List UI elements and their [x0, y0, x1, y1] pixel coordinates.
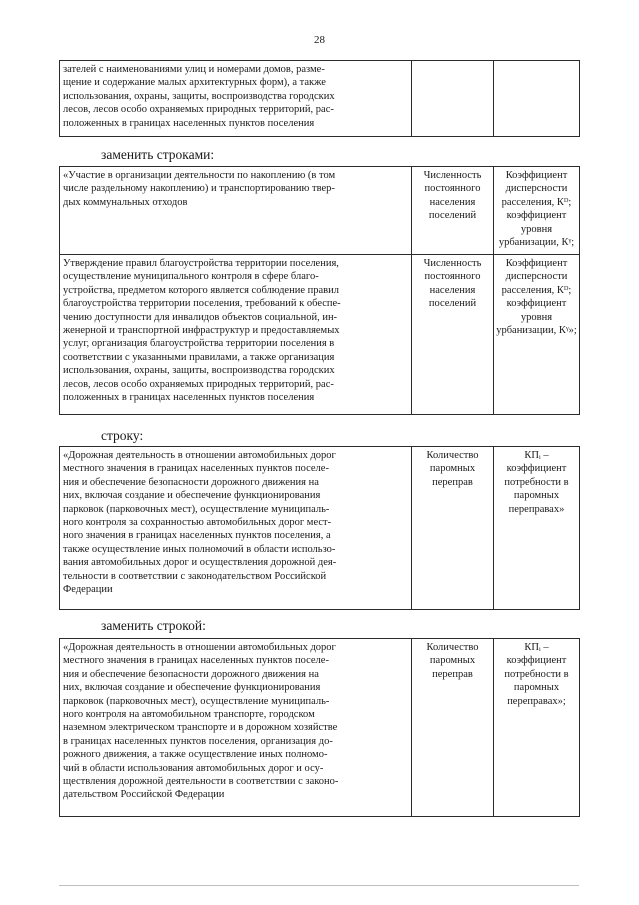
cell-line: расселения, Кᴰ;	[501, 284, 572, 296]
cell-line: наземном электрическом транспорте и в дорожном хозяйстве	[63, 722, 338, 734]
cell-line: Федерации	[63, 584, 113, 596]
activity-cell	[60, 447, 412, 610]
cell-line: Коэффициент	[505, 170, 568, 181]
cell-line: паромных	[513, 490, 560, 502]
coefficient-cell	[494, 255, 580, 415]
cell-line: коэффициент	[506, 210, 567, 222]
cell-line: лесов, лесов особо охраняемых природных территорий, рас-	[63, 104, 334, 116]
phrase-replace-rows: заменить строками:	[101, 147, 215, 162]
cell-line: уровня	[520, 223, 553, 235]
cell-line: дых коммунальных отходов	[63, 196, 188, 208]
cell-line: ществления дорожной деятельности в соответствии с законо-	[63, 776, 339, 788]
cell-line: поселений	[428, 210, 477, 222]
cell-line: использования, охраны, защиты, воспроизводства городских	[63, 90, 335, 102]
cell-line: уровня	[520, 311, 553, 323]
cell-line: устройства, предметом которого является соблюдение правил	[63, 284, 339, 296]
cell-line: также осуществление иных полномочий в области использо-	[63, 543, 336, 555]
cell-line: урбанизации, Кᵞ»;	[496, 325, 577, 337]
cell-line: Утверждение правил благоустройства территории поселения,	[63, 258, 339, 269]
cell-line: щение и содержание малых архитектурных форм), а также	[63, 77, 326, 89]
cell-line: местного значения в границах населенных пунктов поселе-	[63, 463, 329, 475]
cell-line: постоянного	[424, 271, 481, 283]
coefficient-cell	[494, 167, 580, 255]
cell-line: них, включая создание и обеспечение функционирования	[63, 682, 321, 694]
indicator-cell	[412, 447, 494, 610]
table-row	[60, 447, 580, 610]
cell-line: местного значения в границах населенных пунктов поселе-	[63, 655, 329, 667]
cell-line: «Дорожная деятельность в отношении автомобильных дорог	[63, 642, 336, 653]
cell-line: числе раздельному накоплению) и транспортированию твер-	[63, 183, 335, 195]
activity-cell	[60, 61, 412, 137]
cell-line: потребности в	[504, 668, 569, 680]
cell-line: рожного движения, а также осуществление иных полномо-	[63, 749, 328, 761]
cell-line: населения	[429, 196, 476, 208]
activity-cell	[60, 167, 412, 255]
cell-line: расселения, Кᴰ;	[501, 196, 572, 208]
cell-line: услуг, организация благоустройства территории поселения в	[63, 338, 335, 350]
cell-line: благоустройства территории поселения, требований к обеспе-	[63, 298, 341, 310]
cell-line: паромных	[513, 682, 560, 694]
cell-line: соответствии с указанными правилами, а также организация	[63, 351, 335, 363]
cell-line: Численность	[423, 258, 482, 269]
table-replacement-row	[59, 638, 580, 817]
indicator-cell	[412, 639, 494, 817]
cell-line: постоянного	[424, 183, 481, 195]
phrase-replace-row: заменить строкой:	[101, 618, 206, 633]
cell-line: дательством Российской Федерации	[63, 789, 225, 801]
table-row	[60, 255, 580, 415]
cell-line: использования, охраны, защиты, воспроизводства городских	[63, 365, 335, 377]
cell-line: чий в области использования автомобильных дорог и осу-	[63, 762, 324, 774]
cell-line: урбанизации, Кᵞ;	[498, 237, 575, 249]
cell-line: положенных в границах населенных пунктов поселения	[63, 117, 315, 129]
cell-line: переправ	[432, 476, 473, 488]
cell-line: вания автомобильных дорог и осуществления дорожной дея-	[63, 557, 337, 569]
cell-line: переправах»;	[507, 695, 566, 707]
cell-line: ного значения в границах населенных пунктов поселения, а	[63, 530, 331, 542]
cell-line: положенных в границах населенных пунктов поселения	[63, 392, 315, 404]
cell-line: дисперсности	[505, 183, 568, 195]
cell-line: переправах»	[508, 503, 565, 515]
cell-line: паромных	[429, 655, 476, 667]
cell-line: дисперсности	[505, 271, 568, 283]
cell-line: потребности в	[504, 476, 569, 488]
cell-line: ния и обеспечение безопасности дорожного движения на	[63, 668, 319, 680]
table-replacement-rows	[59, 166, 580, 415]
coefficient-cell	[494, 447, 580, 610]
activity-cell	[60, 639, 412, 817]
cell-line: переправ	[432, 668, 473, 680]
cell-line: лесов, лесов особо охраняемых природных территорий, рас-	[63, 378, 334, 390]
cell-line: чению доступности для инвалидов объектов социальной, ин-	[63, 311, 338, 323]
cell-line: ного контроля на автомобильном транспорте, городском	[63, 709, 315, 721]
indicator-cell	[412, 255, 494, 415]
table-continuation	[59, 60, 580, 137]
cell-line: населения	[429, 284, 476, 296]
table-row-to-replace	[59, 446, 580, 610]
coefficient-cell	[494, 61, 580, 137]
table-row	[60, 639, 580, 817]
cell-line: осуществление муниципального контроля в сфере благо-	[63, 271, 319, 283]
cell-line: КПᵢ – коэффициент	[506, 642, 567, 667]
cell-line: паромных	[429, 463, 476, 475]
cell-line: них, включая создание и обеспечение функционирования	[63, 490, 321, 502]
coefficient-cell	[494, 639, 580, 817]
phrase-row: строку:	[101, 428, 144, 443]
cell-line: КПᵢ – коэффициент	[506, 450, 567, 475]
cell-line: Коэффициент	[505, 258, 568, 269]
cell-line: ного контроля за сохранностью автомобильных дорог мест-	[63, 517, 332, 529]
page-number: 28	[314, 34, 325, 46]
table-row	[60, 61, 580, 137]
cell-line: тельности в соответствии с законодательством Российской	[63, 570, 327, 582]
cell-line: Количество	[426, 642, 479, 653]
cell-line: «Участие в организации деятельности по накоплению (в том	[63, 170, 336, 181]
cell-line: «Дорожная деятельность в отношении автомобильных дорог	[63, 450, 336, 461]
indicator-cell	[412, 167, 494, 255]
cell-line: коэффициент	[506, 298, 567, 310]
page-bottom-rule	[59, 885, 579, 886]
cell-line: женерной и транспортной инфраструктур и предоставляемых	[63, 325, 340, 337]
cell-line: парковок (парковочных мест), осуществление муниципаль-	[63, 695, 330, 707]
activity-cell	[60, 255, 412, 415]
cell-line: в границах населенных пунктов поселения, организация до-	[63, 735, 333, 747]
cell-line: парковок (парковочных мест), осуществление муниципаль-	[63, 503, 330, 515]
cell-line: зателей с наименованиями улиц и номерами домов, разме-	[63, 64, 325, 75]
table-row	[60, 167, 580, 255]
cell-line: поселений	[428, 298, 477, 310]
indicator-cell	[412, 61, 494, 137]
cell-line: Численность	[423, 170, 482, 181]
cell-line: Количество	[426, 450, 479, 461]
cell-line: ния и обеспечение безопасности дорожного движения на	[63, 476, 319, 488]
